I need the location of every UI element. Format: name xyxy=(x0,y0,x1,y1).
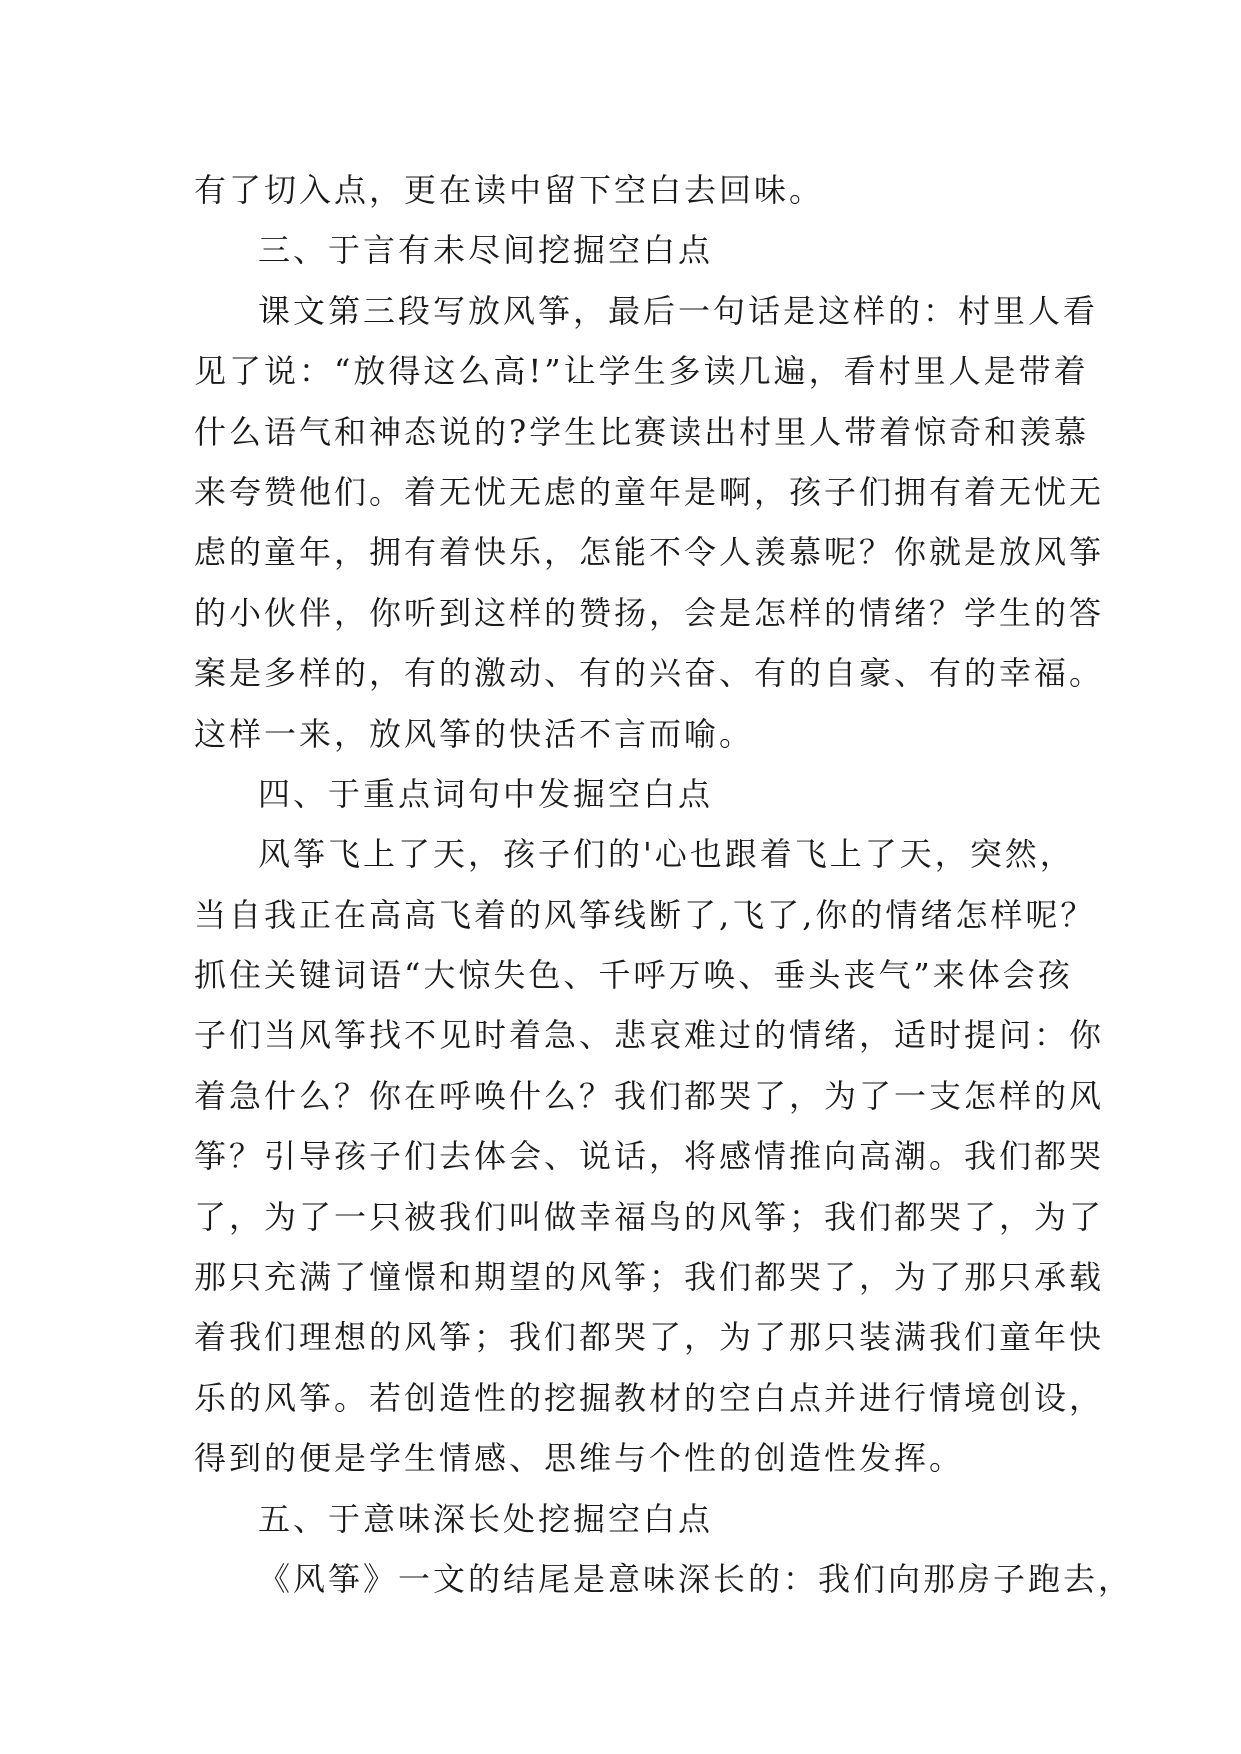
text-line: 子们当风筝找不见时着急、悲哀难过的情绪，适时提问：你 xyxy=(194,1016,1105,1055)
section-heading: 五、于意味深长处挖掘空白点 xyxy=(258,1499,714,1538)
text-line: 有了切入点，更在读中留下空白去回味。 xyxy=(194,171,825,209)
text-line: 抓住关键词语“大惊失色、千呼万唤、垂头丧气”来体会孩 xyxy=(194,956,1073,995)
section-heading: 四、于重点词句中发掘空白点 xyxy=(258,774,714,813)
text-line: 了，为了一只被我们叫做幸福鸟的风筝；我们都哭了，为了 xyxy=(194,1197,1105,1236)
text-line: 那只充满了憧憬和期望的风筝；我们都哭了，为了那只承载 xyxy=(194,1258,1105,1297)
body-text xyxy=(194,160,1134,1609)
section-heading: 三、于言有未尽间挖掘空白点 xyxy=(258,231,714,270)
text-line: 得到的便是学生情感、思维与个性的创造性发挥。 xyxy=(194,1439,965,1478)
text-line: 什么语气和神态说的?学生比赛读出村里人带着惊奇和羡慕 xyxy=(194,412,1090,451)
text-line: 筝？引导孩子们去体会、说话，将感情推向高潮。我们都哭 xyxy=(194,1137,1105,1176)
text-line: 着我们理想的风筝；我们都哭了，为了那只装满我们童年快 xyxy=(194,1318,1105,1357)
text-line: 见了说：“放得这么高!”让学生多读几遍，看村里人是带着 xyxy=(194,352,1089,391)
text-line: 的小伙伴，你听到这样的赞扬，会是怎样的情绪？学生的答 xyxy=(194,593,1105,632)
text-line: 虑的童年，拥有着快乐，怎能不令人羡慕呢？你就是放风筝 xyxy=(194,533,1105,572)
text-line: 风筝飞上了天，孩子们的'心也跟着飞上了天，突然， xyxy=(258,835,1075,874)
text-line: 着急什么？你在呼唤什么？我们都哭了，为了一支怎样的风 xyxy=(194,1076,1105,1115)
text-line: 乐的风筝。若创造性的挖掘教材的空白点并进行情境创设， xyxy=(194,1378,1105,1417)
text-line: 当自我正在高高飞着的风筝线断了,飞了,你的情绪怎样呢？ xyxy=(194,895,1096,934)
text-line: 案是多样的，有的激动、有的兴奋、有的自豪、有的幸福。 xyxy=(194,654,1105,693)
text-line: 这样一来，放风筝的快活不言而喻。 xyxy=(194,714,755,753)
text-line: 课文第三段写放风筝，最后一句话是这样的：村里人看 xyxy=(258,291,1099,330)
text-line: 《风筝》一文的结尾是意味深长的：我们向那房子跑去， xyxy=(258,1559,1134,1598)
text-line: 来夸赞他们。着无忧无虑的童年是啊，孩子们拥有着无忧无 xyxy=(194,472,1105,511)
